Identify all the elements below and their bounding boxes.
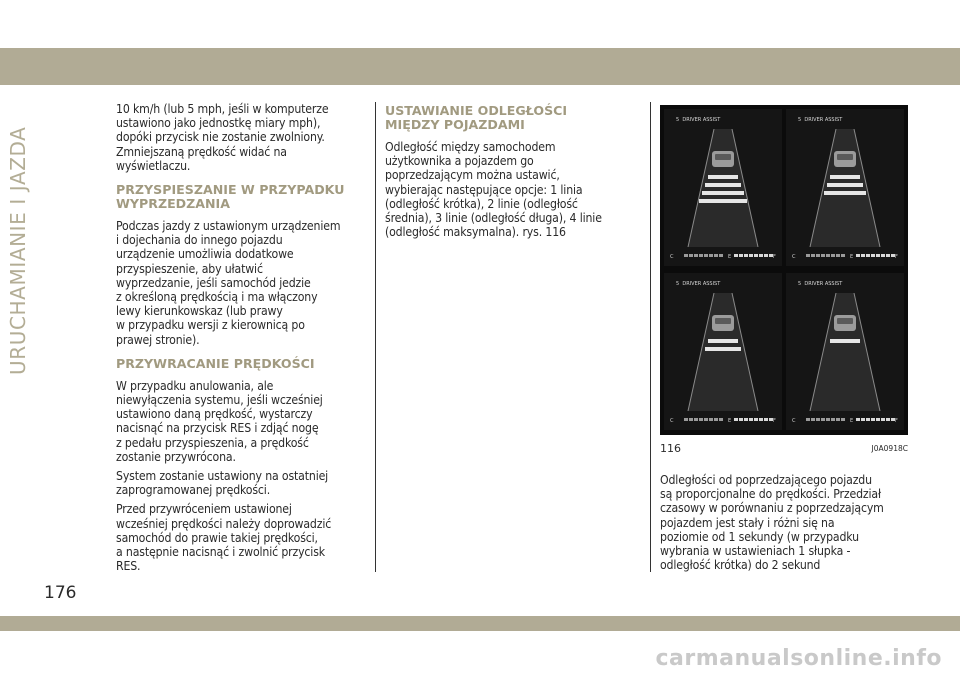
- gauge-footer: [670, 415, 776, 423]
- gauge-segment: [821, 254, 825, 257]
- top-band: [0, 48, 960, 85]
- gauge-segment: [704, 418, 708, 421]
- gauge-segment: [739, 254, 743, 257]
- gauge-segment: [886, 254, 890, 257]
- distance-bar: [702, 191, 744, 195]
- gauge-segment: [754, 418, 758, 421]
- gauge-segment: [886, 418, 890, 421]
- panel-header: 5 DRIVER ASSIST: [676, 281, 721, 287]
- gauge-segment: [856, 254, 860, 257]
- gauge-segment: [841, 254, 845, 257]
- vehicle-window: [837, 154, 853, 160]
- gauge-segment: [714, 418, 718, 421]
- vehicle-window: [715, 154, 731, 160]
- gauge-segment: [734, 418, 738, 421]
- column-divider-2: [650, 102, 651, 572]
- distance-bar: [824, 191, 866, 195]
- road-surface: [688, 293, 758, 411]
- gauge-segment: [806, 418, 810, 421]
- gauge-segment: [709, 254, 713, 257]
- gauge-segment: [759, 254, 763, 257]
- heading-accelerating: PRZYSPIESZANIE W PRZYPADKU WYPRZEDZANIA: [116, 182, 345, 212]
- gauge-segment: [764, 418, 768, 421]
- gauge-segment: [689, 418, 693, 421]
- gauge-segment: [684, 418, 688, 421]
- gauge-segment: [881, 418, 885, 421]
- gauge-label-f: F: [773, 418, 776, 423]
- gauge-segment: [719, 418, 723, 421]
- gauge-segment: [861, 418, 865, 421]
- panel-distance-4-lines: [664, 109, 782, 266]
- gauge-segment: [694, 254, 698, 257]
- gauge-segment: [841, 418, 845, 421]
- gauge-segment: [811, 254, 815, 257]
- paragraph-resume-3: Przed przywróceniem ustawionej wcześniej prędkości należy doprowadzić samochód do prawie takiej prędkości, a następnie nacisnąć i zwolnić przycisk RES.: [116, 502, 332, 574]
- gauge-label-f: F: [895, 254, 898, 259]
- road-graphic: [806, 293, 884, 411]
- road-graphic: [684, 293, 762, 411]
- heading-resume-speed: PRZYWRACANIE PRĘDKOŚCI: [116, 355, 315, 371]
- gauge-segment: [699, 254, 703, 257]
- gauge-segment: [831, 254, 835, 257]
- road-graphic: [684, 129, 762, 247]
- paragraph-proportional-distance: Odległości od poprzedzającego pojazdu są proporcjonalne do prędkości. Przedział czasowy w porównaniu z poprzedzającym pojazdem jest stały i różni się na poziomie od 1 sekundy (w przypadku wybrania w ustawieniach 1 słupka - odległość krótka) do 2 sekund: [660, 473, 884, 573]
- gauge-segment: [876, 254, 880, 257]
- road-surface: [810, 129, 880, 247]
- gauge-footer: [792, 415, 898, 423]
- panel-header: 5 DRIVER ASSIST: [798, 281, 843, 287]
- gauge-segment: [709, 418, 713, 421]
- gauge-segment: [871, 254, 875, 257]
- gauge-segment: [694, 418, 698, 421]
- watermark: carmanualsonline.info: [655, 646, 942, 671]
- distance-bar: [827, 183, 863, 187]
- gauge-segment: [881, 254, 885, 257]
- gauge-segment: [759, 418, 763, 421]
- gauge-segment: [684, 254, 688, 257]
- gauge-label-f: F: [773, 254, 776, 259]
- gauge-segment: [719, 254, 723, 257]
- road-surface: [810, 293, 880, 411]
- panel-distance-3-lines: [786, 109, 904, 266]
- gauge-footer: [670, 251, 776, 259]
- paragraph-intro: 10 km/h (lub 5 mph, jeśli w komputerze ustawiono jako jednostkę miary mph), dopóki przycisk nie zostanie zwolniony. Zmniejszaną prędkość widać na wyświetlaczu.: [116, 102, 329, 173]
- road-graphic: [806, 129, 884, 247]
- gauge-footer: [792, 251, 898, 259]
- gauge-segment: [764, 254, 768, 257]
- gauge-segment: [734, 254, 738, 257]
- gauge-segment: [821, 418, 825, 421]
- bottom-band: [0, 616, 960, 631]
- gauge-segment: [856, 418, 860, 421]
- gauge-segment: [806, 254, 810, 257]
- gauge-label-c: C: [792, 254, 796, 259]
- gauge-label-c: C: [670, 254, 674, 259]
- road-surface: [688, 129, 758, 247]
- gauge-label-c: C: [670, 418, 674, 423]
- gauge-segment: [876, 418, 880, 421]
- gauge-segment: [744, 254, 748, 257]
- figure-number: 116: [660, 442, 681, 455]
- paragraph-accelerating: Podczas jazdy z ustawionym urządzeniem i dojechania do innego pojazdu urządzenie umożliwia dodatkowe przyspieszenie, aby ułatwić wyprzedzanie, jeśli samochód jedzie z określoną prędkością i ma włączony lewy kierunkowskaz (lub prawy w przypadku wersji z kierownicą po prawej stronie).: [116, 219, 341, 347]
- panel-header: 5 DRIVER ASSIST: [798, 117, 843, 123]
- gauge-segment: [704, 254, 708, 257]
- gauge-segment: [689, 254, 693, 257]
- distance-bar: [830, 339, 860, 343]
- column-divider-1: [375, 102, 376, 572]
- paragraph-resume-2: System zostanie ustawiony na ostatniej zaprogramowanej prędkości.: [116, 469, 329, 498]
- gauge-segment: [754, 254, 758, 257]
- panel-header: 5 DRIVER ASSIST: [676, 117, 721, 123]
- gauge-segment: [861, 254, 865, 257]
- gauge-label-c: C: [792, 418, 796, 423]
- vehicle-window: [837, 318, 853, 324]
- gauge-label-f: F: [895, 418, 898, 423]
- distance-bar: [708, 175, 738, 179]
- gauge-segment: [836, 418, 840, 421]
- gauge-label-e: E: [850, 418, 854, 423]
- gauge-segment: [699, 418, 703, 421]
- figure-116-driver-assist: [660, 105, 908, 435]
- gauge-label-e: E: [850, 254, 854, 259]
- gauge-segment: [749, 418, 753, 421]
- gauge-segment: [744, 418, 748, 421]
- gauge-segment: [811, 418, 815, 421]
- paragraph-distance: Odległość między samochodem użytkownika a pojazdem go poprzedzającym można ustawić, wybierając następujące opcje: 1 linia (odległość krótka), 2 linie (odległość średnia), 3 linie (odległość długa), 4 linie (odległość maksymalna). rys. 116: [385, 140, 602, 240]
- column-2: [385, 102, 645, 244]
- panel-distance-1-line: [786, 273, 904, 430]
- gauge-label-e: E: [728, 418, 732, 423]
- gauge-segment: [866, 254, 870, 257]
- gauge-segment: [871, 418, 875, 421]
- gauge-segment: [816, 418, 820, 421]
- gauge-segment: [831, 418, 835, 421]
- gauge-label-e: E: [728, 254, 732, 259]
- gauge-segment: [749, 254, 753, 257]
- figure-code: J0A0918C: [871, 444, 908, 453]
- gauge-segment: [866, 418, 870, 421]
- distance-bar: [708, 339, 738, 343]
- gauge-segment: [826, 418, 830, 421]
- panel-distance-2-lines: [664, 273, 782, 430]
- heading-distance: USTAWIANIE ODLEGŁOŚCI MIĘDZY POJAZDAMI: [385, 103, 568, 132]
- page-number: 176: [44, 583, 77, 603]
- gauge-segment: [714, 254, 718, 257]
- distance-bar: [705, 183, 741, 187]
- gauge-segment: [836, 254, 840, 257]
- distance-bar: [699, 199, 747, 203]
- gauge-segment: [816, 254, 820, 257]
- gauge-segment: [739, 418, 743, 421]
- column-1: [116, 102, 366, 578]
- vehicle-window: [715, 318, 731, 324]
- distance-bar: [705, 347, 741, 351]
- distance-bar: [830, 175, 860, 179]
- gauge-segment: [826, 254, 830, 257]
- section-side-title: URUCHAMIANIE I JAZDA: [6, 126, 30, 375]
- paragraph-resume-1: W przypadku anulowania, ale niewyłączenia systemu, jeśli wcześniej ustawiono daną prędkość, wystarczy nacisnąć na przycisk RES i zdjąć nogę z pedału przyspieszenia, a prędkość zostanie przywrócona.: [116, 378, 323, 464]
